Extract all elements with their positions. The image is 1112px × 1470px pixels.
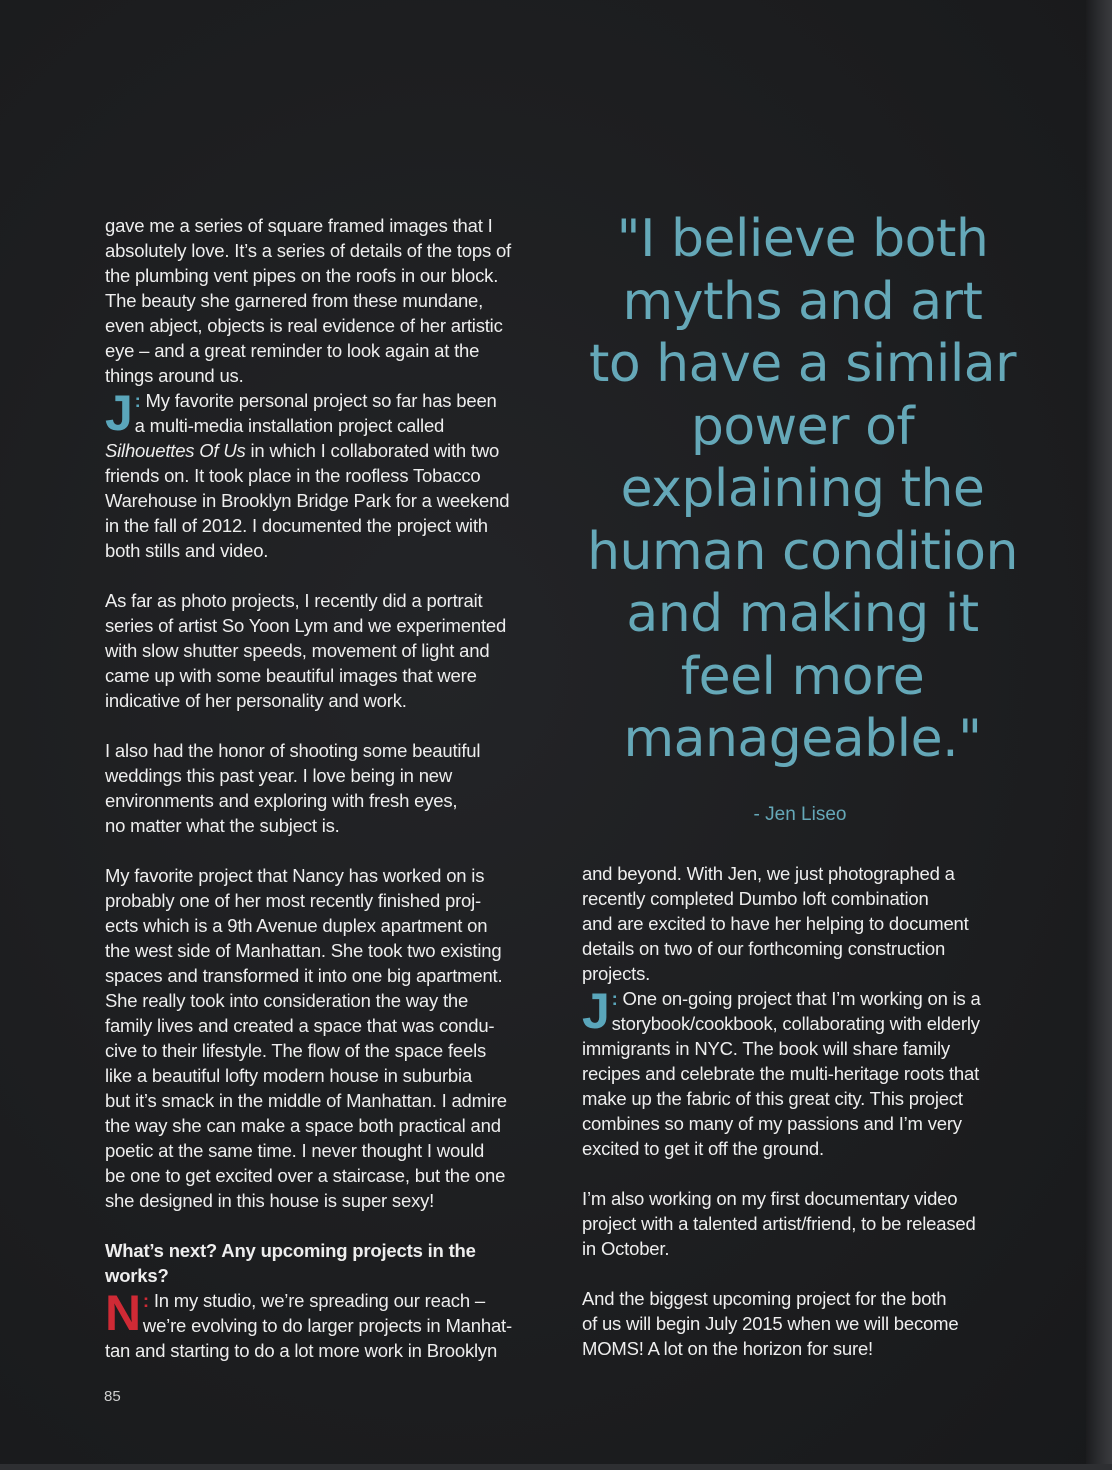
text-line: in October. (582, 1238, 670, 1259)
text-line: She really took into consideration the way the (105, 990, 469, 1011)
dropcap-n: N (105, 1285, 141, 1341)
text-line: indicative of her personality and work. (105, 690, 407, 711)
text-line: of us will begin July 2015 when we will become (582, 1313, 959, 1334)
text-line: One on-going project that I’m working on is a (617, 988, 981, 1009)
text-line: As far as photo projects, I recently did a portrait (105, 590, 483, 611)
pull-quote-line: human condition (587, 521, 1018, 582)
text-line: recipes and celebrate the multi-heritage roots that (582, 1063, 980, 1084)
text-line: excited to get it off the ground. (582, 1138, 824, 1159)
text-line: probably one of her most recently finished proj- (105, 890, 482, 911)
answer-colon: : (142, 1290, 149, 1311)
text-line: I also had the honor of shooting some beautiful (105, 740, 481, 761)
text-line: no matter what the subject is. (105, 815, 340, 836)
text-line: be one to get excited over a staircase, but the one (105, 1165, 506, 1186)
paragraph-moms (582, 1286, 1027, 1361)
page-bottom-edge (0, 1464, 1112, 1470)
text-line: ects which is a 9th Avenue duplex apartment on (105, 915, 488, 936)
text-line: gave me a series of square framed images that I (105, 215, 493, 236)
text-line: project with a talented artist/friend, to be released (582, 1213, 976, 1234)
answer-jen-cookbook (582, 983, 1027, 1161)
text-line: storybook/cookbook, collaborating with elderly (611, 1013, 980, 1034)
text-line: we’re evolving to do larger projects in Manhat- (142, 1315, 512, 1336)
text-line: the way she can make a space both practical and (105, 1115, 501, 1136)
text-line: weddings this past year. I love being in new (105, 765, 453, 786)
pull-quote-line: myths and art (622, 271, 983, 332)
pull-quote-attribution: - Jen Liseo (753, 804, 847, 825)
page-spine-edge (1086, 0, 1112, 1470)
text-line: and are excited to have her helping to document (582, 913, 969, 934)
text-line: Warehouse in Brooklyn Bridge Park for a weekend (105, 490, 510, 511)
paragraph-weddings (105, 738, 550, 838)
text-line: environments and exploring with fresh eyes, (105, 790, 458, 811)
text-line: and beyond. With Jen, we just photographed a (582, 863, 955, 884)
page-number: 85 (104, 1388, 121, 1405)
answer-colon: : (134, 390, 141, 411)
heading-line: What’s next? Any upcoming projects in the (105, 1240, 476, 1261)
text-line: The beauty she garnered from these mundane, (105, 290, 484, 311)
text-line: absolutely love. It’s a series of details of the tops of (105, 240, 511, 261)
text-line: she designed in this house is super sexy! (105, 1190, 435, 1211)
text-line: a multi-media installation project called (134, 415, 445, 436)
right-column (582, 861, 1027, 1361)
text-line: family lives and created a space that was condu- (105, 1015, 495, 1036)
paragraph-photo-projects (105, 588, 550, 713)
pull-quote-line: manageable." (623, 709, 982, 769)
text-line: in which I collaborated with two (245, 440, 500, 461)
pull-quote-line: "I believe both (616, 209, 989, 269)
text-line: tan and starting to do a lot more work in Brooklyn (105, 1340, 498, 1361)
text-line: but it’s smack in the middle of Manhattan. I admire (105, 1090, 507, 1111)
text-line: eye – and a great reminder to look again at the (105, 340, 480, 361)
text-line: And the biggest upcoming project for the both (582, 1288, 947, 1309)
left-column (105, 213, 550, 1363)
text-line: I’m also working on my first documentary video (582, 1188, 958, 1209)
text-line: with slow shutter speeds, movement of light and (105, 640, 490, 661)
answer-jen-personal-project (105, 385, 550, 563)
interview-question-heading (105, 1238, 550, 1288)
text-line: immigrants in NYC. The book will share family (582, 1038, 950, 1059)
text-line: make up the fabric of this great city. This project (582, 1088, 963, 1109)
paragraph-documentary (582, 1186, 1027, 1261)
answer-colon: : (611, 988, 618, 1009)
project-title: Silhouettes Of Us (105, 440, 246, 461)
text-line: My favorite personal project so far has been (140, 390, 497, 411)
pull-quote-line: feel more (680, 646, 925, 707)
text-line: projects. (582, 963, 651, 984)
text-line: like a beautiful lofty modern house in suburbia (105, 1065, 472, 1086)
text-line: MOMS! A lot on the horizon for sure! (582, 1338, 873, 1359)
text-line: even abject, objects is real evidence of her artistic (105, 315, 503, 336)
pull-quote-line: and making it (626, 584, 979, 644)
text-line: the plumbing vent pipes on the roofs in our block. (105, 265, 499, 286)
heading-line: works? (105, 1265, 169, 1286)
paragraph-vent-pipes (105, 213, 550, 388)
paragraph-nancy-project (105, 863, 550, 1213)
text-line: series of artist So Yoon Lym and we experimented (105, 615, 507, 636)
text-line: friends on. It took place in the roofless Tobacco (105, 465, 481, 486)
text-line: cive to their lifestyle. The flow of the space feels (105, 1040, 487, 1061)
dropcap-j: J (105, 385, 133, 441)
dropcap-j: J (582, 983, 610, 1039)
pull-quote-line: to have a similar (588, 334, 1017, 394)
text-line: recently completed Dumbo loft combination (582, 888, 929, 909)
text-line: In my studio, we’re spreading our reach – (148, 1290, 485, 1311)
answer-nancy-next (105, 1285, 550, 1363)
text-line: poetic at the same time. I never thought I would (105, 1140, 485, 1161)
text-line: came up with some beautiful images that were (105, 665, 477, 686)
text-line: in the fall of 2012. I documented the project with (105, 515, 488, 536)
pull-quote-line: explaining the (620, 459, 985, 519)
pull-quote-line: power of (690, 396, 915, 457)
text-line: details on two of our forthcoming construction (582, 938, 946, 959)
text-line: spaces and transformed it into one big apartment. (105, 965, 503, 986)
text-line: both stills and video. (105, 540, 269, 561)
text-line: the west side of Manhattan. She took two existing (105, 940, 502, 961)
text-line: My favorite project that Nancy has worked on is (105, 865, 485, 886)
pull-quote (570, 208, 1035, 771)
text-line: things around us. (105, 365, 244, 386)
text-line: combines so many of my passions and I’m very (582, 1113, 962, 1134)
paragraph-dumbo-loft (582, 861, 1027, 986)
